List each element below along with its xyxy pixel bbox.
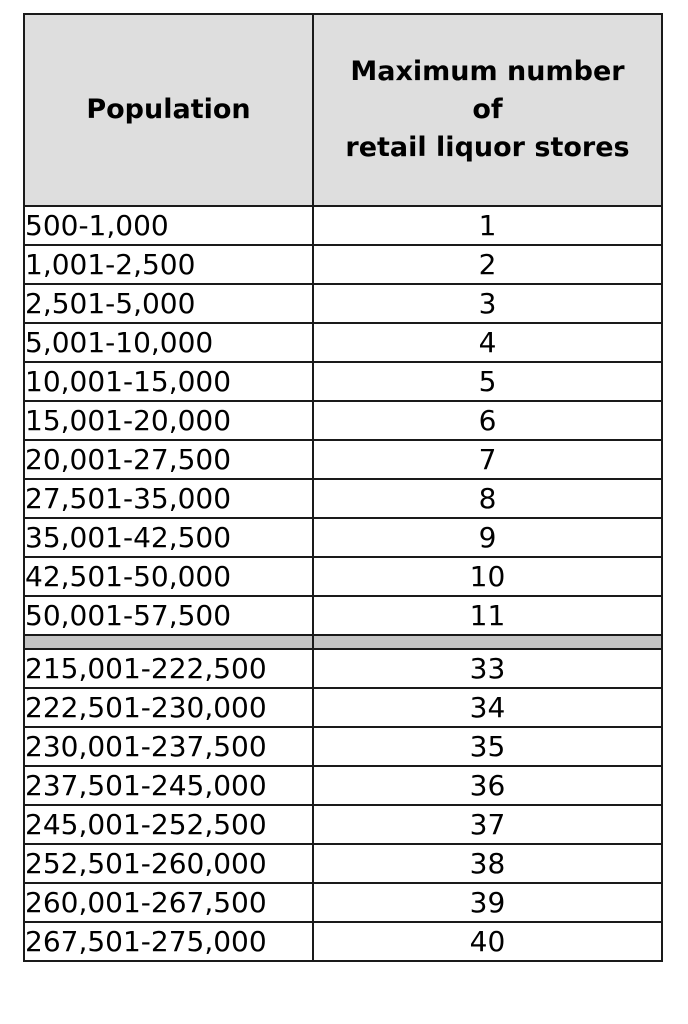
table-row <box>24 362 662 401</box>
table-row <box>24 805 662 844</box>
max-stores-header <box>313 14 662 206</box>
population-cell: 50,001-57,500 <box>24 596 313 635</box>
population-cell: 27,501-35,000 <box>24 479 313 518</box>
table-row <box>24 206 662 245</box>
max-stores-header-line: retail liquor stores <box>345 132 630 163</box>
population-cell: 215,001-222,500 <box>24 649 313 688</box>
table-row <box>24 649 662 688</box>
max-stores-cell: 38 <box>313 844 662 883</box>
liquor-store-limits-table <box>23 13 663 962</box>
omitted-rows-divider <box>24 635 662 649</box>
max-stores-cell: 4 <box>313 323 662 362</box>
population-cell: 42,501-50,000 <box>24 557 313 596</box>
max-stores-cell: 6 <box>313 401 662 440</box>
max-stores-cell: 2 <box>313 245 662 284</box>
divider-cell <box>313 635 662 649</box>
max-stores-cell: 8 <box>313 479 662 518</box>
population-cell: 230,001-237,500 <box>24 727 313 766</box>
table-row <box>24 922 662 961</box>
table-row <box>24 440 662 479</box>
max-stores-cell: 3 <box>313 284 662 323</box>
max-stores-cell: 36 <box>313 766 662 805</box>
table-row <box>24 883 662 922</box>
table-row <box>24 401 662 440</box>
max-stores-cell: 11 <box>313 596 662 635</box>
table-row <box>24 557 662 596</box>
population-cell: 20,001-27,500 <box>24 440 313 479</box>
population-cell: 15,001-20,000 <box>24 401 313 440</box>
table-header-row <box>24 14 662 206</box>
max-stores-header-line: of <box>472 94 503 125</box>
max-stores-cell: 35 <box>313 727 662 766</box>
table-row <box>24 323 662 362</box>
population-header: Population <box>24 14 313 206</box>
population-cell: 267,501-275,000 <box>24 922 313 961</box>
table-row <box>24 284 662 323</box>
max-stores-cell: 9 <box>313 518 662 557</box>
divider-cell <box>24 635 313 649</box>
max-stores-cell: 5 <box>313 362 662 401</box>
max-stores-cell: 10 <box>313 557 662 596</box>
table-row <box>24 245 662 284</box>
table-row <box>24 844 662 883</box>
table-body <box>24 206 662 961</box>
table-row <box>24 688 662 727</box>
population-cell: 10,001-15,000 <box>24 362 313 401</box>
population-cell: 5,001-10,000 <box>24 323 313 362</box>
table-row <box>24 766 662 805</box>
population-cell: 500-1,000 <box>24 206 313 245</box>
table-row <box>24 727 662 766</box>
population-cell: 245,001-252,500 <box>24 805 313 844</box>
population-cell: 1,001-2,500 <box>24 245 313 284</box>
max-stores-cell: 39 <box>313 883 662 922</box>
population-cell: 260,001-267,500 <box>24 883 313 922</box>
population-cell: 222,501-230,000 <box>24 688 313 727</box>
table-row <box>24 596 662 635</box>
table-row <box>24 479 662 518</box>
max-stores-cell: 37 <box>313 805 662 844</box>
population-cell: 35,001-42,500 <box>24 518 313 557</box>
population-cell: 2,501-5,000 <box>24 284 313 323</box>
population-cell: 237,501-245,000 <box>24 766 313 805</box>
max-stores-cell: 7 <box>313 440 662 479</box>
max-stores-cell: 1 <box>313 206 662 245</box>
max-stores-cell: 40 <box>313 922 662 961</box>
max-stores-header-line: Maximum number <box>350 56 625 87</box>
max-stores-cell: 34 <box>313 688 662 727</box>
max-stores-cell: 33 <box>313 649 662 688</box>
table-row <box>24 518 662 557</box>
population-cell: 252,501-260,000 <box>24 844 313 883</box>
